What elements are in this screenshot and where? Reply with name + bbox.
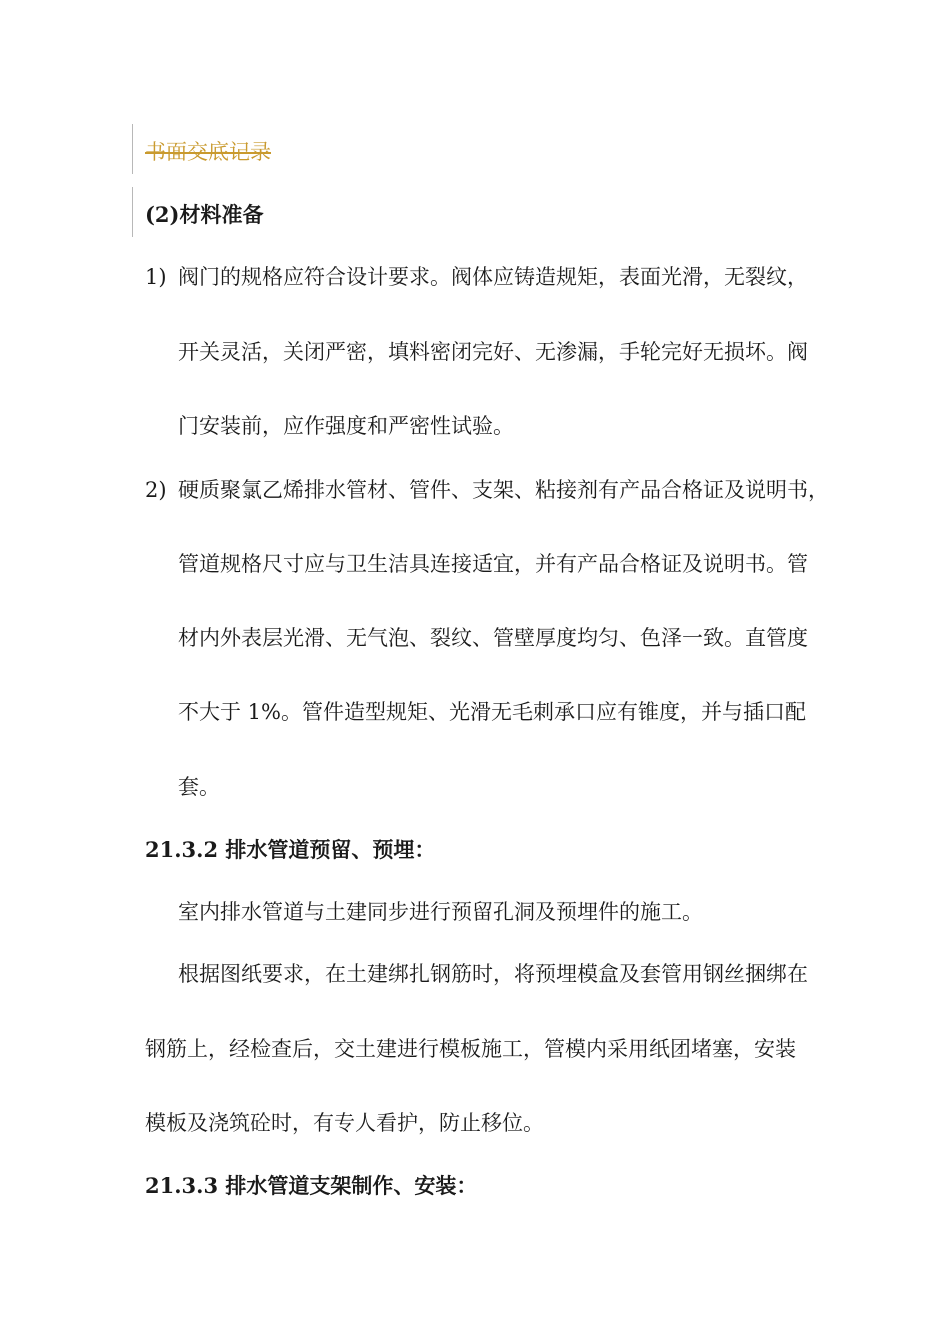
material-heading: (2)材料准备 <box>145 202 264 227</box>
list-number: 2) <box>145 478 167 502</box>
revision-bar <box>132 124 133 174</box>
list-item-line: 门安装前，应作强度和严密性试验。 <box>178 414 514 438</box>
list-item-line: 管道规格尺寸应与卫生洁具连接适宜，并有产品合格证及说明书。管 <box>178 552 808 576</box>
list-item-line: 硬质聚氯乙烯排水管材、管件、支架、粘接剂有产品合格证及说明书， <box>178 478 829 502</box>
list-number: 1) <box>145 265 167 289</box>
section-heading: 21.3.2 排水管道预留、预埋： <box>145 837 436 862</box>
deleted-heading: 书面交底记录 <box>145 140 271 164</box>
section-heading: 21.3.3 排水管道支架制作、安装： <box>145 1173 478 1198</box>
paragraph-line: 模板及浇筑砼时，有专人看护，防止移位。 <box>145 1111 544 1135</box>
list-item-line: 不大于 1%。管件造型规矩、光滑无毛刺承口应有锥度，并与插口配 <box>178 700 806 724</box>
list-item-line: 开关灵活，关闭严密，填料密闭完好、无渗漏，手轮完好无损坏。阀 <box>178 340 808 364</box>
list-item-line: 套。 <box>178 775 220 799</box>
paragraph-line: 根据图纸要求，在土建绑扎钢筋时，将预埋模盒及套管用钢丝捆绑在 <box>178 962 808 986</box>
paragraph-line: 室内排水管道与土建同步进行预留孔洞及预埋件的施工。 <box>178 900 703 924</box>
list-item-line: 阀门的规格应符合设计要求。阀体应铸造规矩，表面光滑，无裂纹， <box>178 265 808 289</box>
revision-bar <box>132 187 133 237</box>
paragraph-line: 钢筋上，经检查后，交土建进行模板施工，管模内采用纸团堵塞，安装 <box>145 1037 796 1061</box>
list-item-line: 材内外表层光滑、无气泡、裂纹、管壁厚度均匀、色泽一致。直管度 <box>178 626 808 650</box>
